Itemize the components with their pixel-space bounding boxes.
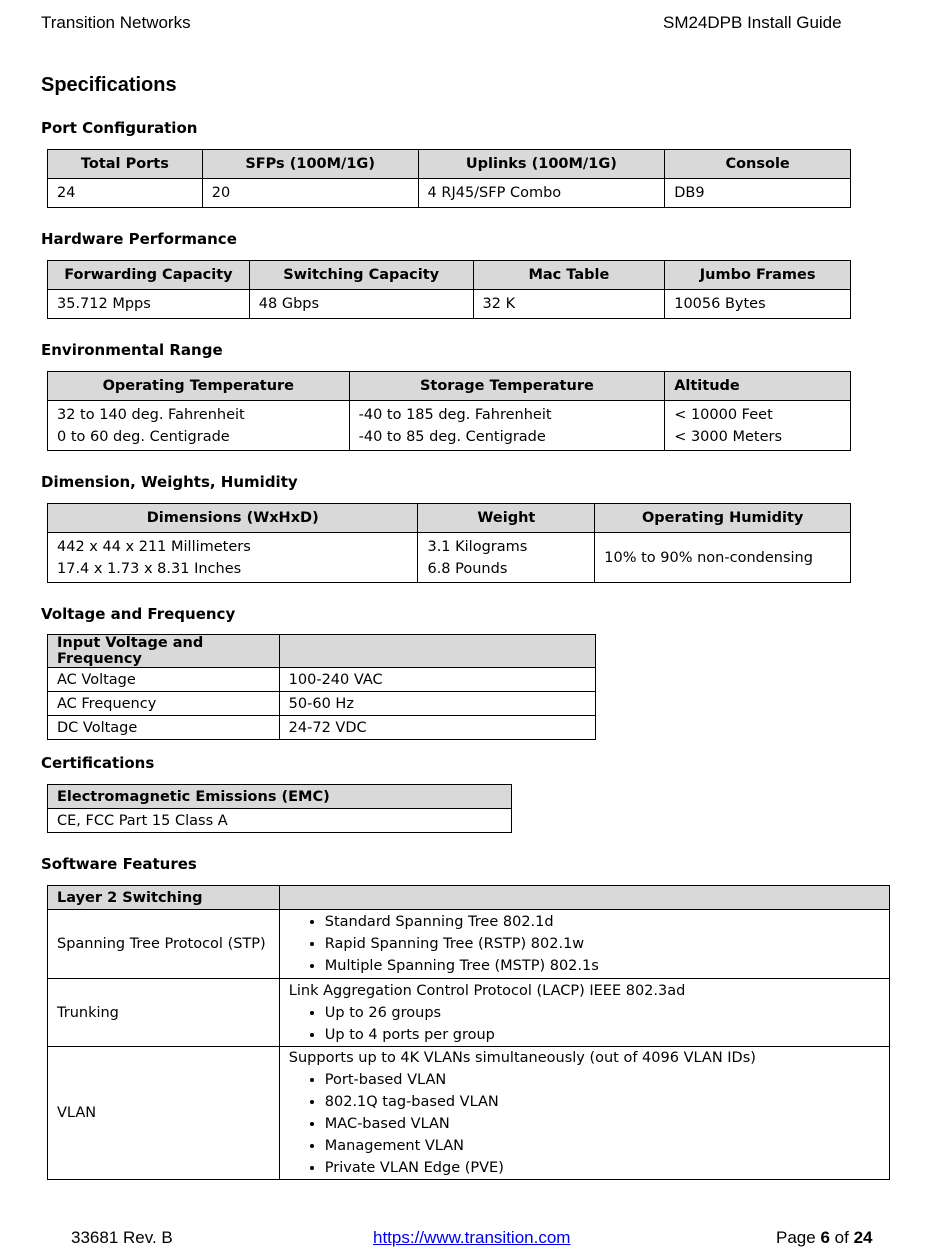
- col-value: [279, 635, 595, 668]
- bullet-list: [289, 1069, 880, 1179]
- cell-intro: Supports up to 4K VLANs simultaneously (out of 4096 VLAN IDs): [288, 1050, 756, 1066]
- page-prefix: Page: [776, 1228, 816, 1247]
- cell-line: < 10000 Feet: [674, 406, 773, 423]
- cell-label: AC Frequency: [48, 692, 280, 716]
- col-operating-humidity: Operating Humidity: [595, 504, 851, 533]
- cell-line: -40 to 85 deg. Centigrade: [358, 428, 546, 445]
- cell-details-trunking: [279, 979, 889, 1047]
- col-storage-temperature: Storage Temperature: [349, 372, 665, 401]
- page-title: Specifications: [41, 74, 177, 96]
- cell-operating-temperature: [48, 401, 350, 451]
- table-row: [48, 809, 512, 833]
- table-header-row: [48, 785, 512, 809]
- col-uplinks: Uplinks (100M/1G): [418, 150, 665, 179]
- cell-label: DC Voltage: [48, 716, 280, 740]
- col-altitude: Altitude: [665, 372, 851, 401]
- col-layer2-switching: Layer 2 Switching: [48, 886, 280, 910]
- hardware-heading: Hardware Performance: [41, 230, 237, 248]
- col-sfps: SFPs (100M/1G): [202, 150, 418, 179]
- cell-label-trunking: Trunking: [48, 979, 280, 1047]
- table-row: [48, 290, 851, 319]
- cell-mac-table: 32 K: [473, 290, 665, 319]
- cell-intro: Link Aggregation Control Protocol (LACP) IEEE 802.3ad: [288, 982, 686, 999]
- cell-sfps: 20: [202, 179, 418, 208]
- table-header-row: [48, 886, 890, 910]
- col-console: Console: [665, 150, 851, 179]
- cell-label-vlan: VLAN: [48, 1047, 280, 1180]
- table-row: [48, 1047, 890, 1180]
- cell-emc: CE, FCC Part 15 Class A: [48, 809, 512, 833]
- cell-operating-humidity: [595, 533, 851, 583]
- certifications-table: [47, 784, 512, 833]
- list-item: • 802.1Q tag-based VLAN: [325, 1091, 880, 1113]
- col-mac-table: Mac Table: [473, 261, 665, 290]
- cell-line: 442 x 44 x 211 Millimeters: [57, 538, 251, 555]
- voltage-heading: Voltage and Frequency: [41, 605, 236, 623]
- table-header-row: [48, 635, 596, 668]
- cell-line: 0 to 60 deg. Centigrade: [57, 428, 230, 445]
- cell-value: 24-72 VDC: [279, 716, 595, 740]
- cell-forwarding-capacity: 35.712 Mpps: [48, 290, 250, 319]
- list-item: • Private VLAN Edge (PVE): [325, 1157, 880, 1179]
- table-header-row: [48, 261, 851, 290]
- table-row: [48, 716, 596, 740]
- table-row: [48, 533, 851, 583]
- cell-line: 10% to 90% non-condensing: [604, 549, 813, 566]
- table-row: [48, 692, 596, 716]
- cell-line: -40 to 185 deg. Fahrenheit: [358, 406, 552, 423]
- table-row: [48, 401, 851, 451]
- cell-details-stp: [279, 910, 889, 979]
- cell-label-stp: Spanning Tree Protocol (STP): [48, 910, 280, 979]
- certifications-heading: Certifications: [41, 754, 155, 772]
- table-header-row: [48, 150, 851, 179]
- page-of: of: [834, 1228, 849, 1247]
- cell-total-ports: 24: [48, 179, 203, 208]
- environment-table: [47, 371, 851, 451]
- list-item: • Port-based VLAN: [325, 1069, 880, 1091]
- cell-line: 6.8 Pounds: [427, 560, 508, 577]
- cell-value: 50-60 Hz: [279, 692, 595, 716]
- header-company: Transition Networks: [41, 13, 191, 32]
- table-header-row: [48, 504, 851, 533]
- cell-label: AC Voltage: [48, 668, 280, 692]
- cell-line: 17.4 x 1.73 x 8.31 Inches: [57, 560, 242, 577]
- dimensions-heading: Dimension, Weights, Humidity: [41, 473, 298, 491]
- col-dimensions: Dimensions (WxHxD): [48, 504, 418, 533]
- col-weight: Weight: [418, 504, 595, 533]
- voltage-table: [47, 634, 596, 740]
- col-details: [279, 886, 889, 910]
- table-header-row: [48, 372, 851, 401]
- page-current: 6: [820, 1228, 830, 1247]
- table-row: [48, 668, 596, 692]
- cell-dimensions: [48, 533, 418, 583]
- table-row: [48, 910, 890, 979]
- footer-website-link[interactable]: https://www.transition.com: [373, 1228, 571, 1247]
- port-config-heading: Port Configuration: [41, 119, 198, 137]
- cell-line: < 3000 Meters: [674, 428, 783, 445]
- port-config-table: [47, 149, 851, 208]
- col-input-voltage-frequency: Input Voltage and Frequency: [48, 635, 280, 668]
- bullet-list: [289, 911, 880, 977]
- cell-weight: [418, 533, 595, 583]
- cell-storage-temperature: [349, 401, 665, 451]
- col-jumbo-frames: Jumbo Frames: [665, 261, 851, 290]
- dimensions-table: [47, 503, 851, 583]
- table-row: [48, 179, 851, 208]
- cell-switching-capacity: 48 Gbps: [249, 290, 473, 319]
- header-doc-title: SM24DPB Install Guide: [663, 13, 842, 32]
- page-total: 24: [853, 1228, 873, 1247]
- software-table: [47, 885, 890, 1180]
- col-forwarding-capacity: Forwarding Capacity: [48, 261, 250, 290]
- cell-uplinks: 4 RJ45/SFP Combo: [418, 179, 665, 208]
- col-emc: Electromagnetic Emissions (EMC): [48, 785, 512, 809]
- col-total-ports: Total Ports: [48, 150, 203, 179]
- list-item: • MAC-based VLAN: [325, 1113, 880, 1135]
- list-item: • Management VLAN: [325, 1135, 880, 1157]
- col-switching-capacity: Switching Capacity: [249, 261, 473, 290]
- list-item: • Multiple Spanning Tree (MSTP) 802.1s: [325, 955, 880, 977]
- footer-page-number: [776, 1228, 872, 1248]
- cell-altitude: [665, 401, 851, 451]
- footer-doc-id: 33681 Rev. B: [71, 1228, 173, 1247]
- list-item: • Rapid Spanning Tree (RSTP) 802.1w: [325, 933, 880, 955]
- table-row: [48, 979, 890, 1047]
- cell-value: 100-240 VAC: [279, 668, 595, 692]
- software-heading: Software Features: [41, 855, 197, 873]
- environment-heading: Environmental Range: [41, 341, 223, 359]
- hardware-table: [47, 260, 851, 319]
- bullet-list: [289, 1002, 880, 1046]
- list-item: • Up to 26 groups: [325, 1002, 880, 1024]
- cell-console: DB9: [665, 179, 851, 208]
- list-item: • Standard Spanning Tree 802.1d: [325, 911, 880, 933]
- cell-line: 32 to 140 deg. Fahrenheit: [57, 406, 245, 423]
- cell-details-vlan: [279, 1047, 889, 1180]
- cell-jumbo-frames: 10056 Bytes: [665, 290, 851, 319]
- cell-line: 3.1 Kilograms: [427, 538, 528, 555]
- col-operating-temperature: Operating Temperature: [48, 372, 350, 401]
- list-item: • Up to 4 ports per group: [325, 1024, 880, 1046]
